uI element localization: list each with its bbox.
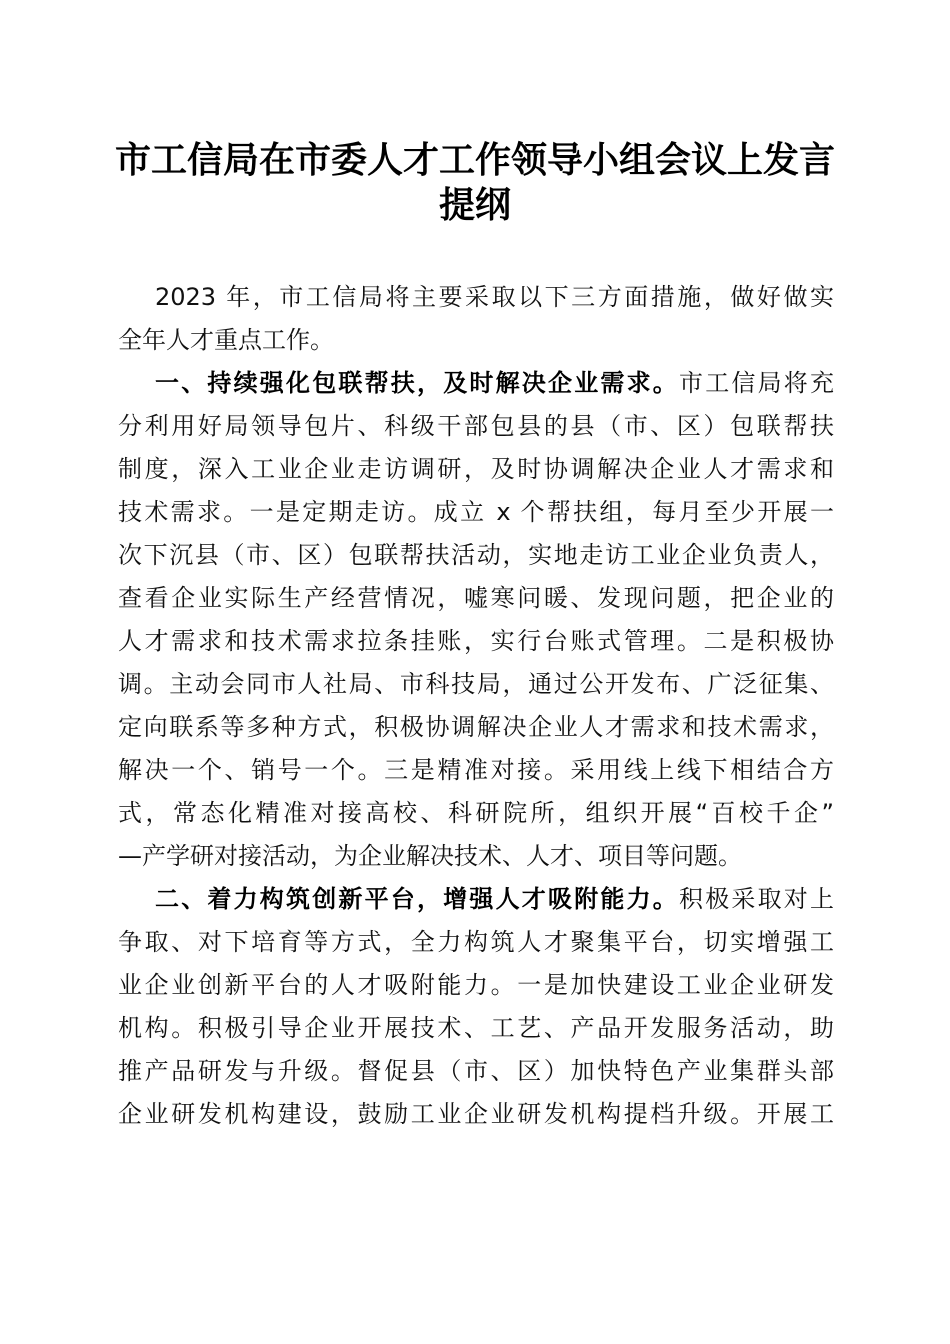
paragraph-line: —产学研对接活动，为企业解决技术、人才、项目等问题。 <box>118 842 742 870</box>
paragraph-line: 调。主动会同市人社局、市科技局，通过公开发布、广泛征集、 <box>118 670 834 698</box>
paragraph-section-2-first-line <box>155 884 834 914</box>
paragraph-text: 市工信局将充 <box>679 369 834 397</box>
paragraph-section-1-first-line <box>155 368 834 398</box>
paragraph-intro-line: 全年人才重点工作。 <box>118 326 334 354</box>
document-title-line-2: 提纲 <box>438 184 511 226</box>
paragraph-line: 技术需求。一是定期走访。成立 x 个帮扶组，每月至少开展一 <box>118 498 834 526</box>
paragraph-line: 推产品研发与升级。督促县（市、区）加快特色产业集群头部 <box>118 1057 834 1085</box>
paragraph-line: 解决一个、销号一个。三是精准对接。采用线上线下相结合方 <box>118 756 834 784</box>
paragraph-line: 次下沉县（市、区）包联帮扶活动，实地走访工业企业负责人， <box>118 541 834 569</box>
paragraph-line: 争取、对下培育等方式，全力构筑人才聚集平台，切实增强工 <box>118 928 834 956</box>
paragraph-line: 业企业创新平台的人才吸附能力。一是加快建设工业企业研发 <box>118 971 834 999</box>
paragraph-intro-line: 2023 年，市工信局将主要采取以下三方面措施，做好做实 <box>155 283 834 311</box>
paragraph-text: 积极采取对上 <box>679 885 834 913</box>
paragraph-line: 查看企业实际生产经营情况，嘘寒问暖、发现问题，把企业的 <box>118 584 834 612</box>
paragraph-line: 制度，深入工业企业走访调研，及时协调解决企业人才需求和 <box>118 455 834 483</box>
paragraph-line: 定向联系等多种方式，积极协调解决企业人才需求和技术需求， <box>118 713 834 741</box>
section-heading-2: 二、着力构筑创新平台，增强人才吸附能力。 <box>155 885 679 913</box>
paragraph-line: 式，常态化精准对接高校、科研院所，组织开展“百校千企” <box>118 799 834 827</box>
paragraph-line: 人才需求和技术需求拉条挂账，实行台账式管理。二是积极协 <box>118 627 834 655</box>
section-heading-1: 一、持续强化包联帮扶，及时解决企业需求。 <box>155 369 679 397</box>
paragraph-line: 分利用好局领导包片、科级干部包县的县（市、区）包联帮扶 <box>118 412 834 440</box>
document-title-line-1: 市工信局在市委人才工作领导小组会议上发言 <box>114 139 835 181</box>
paragraph-line: 企业研发机构建设，鼓励工业企业研发机构提档升级。开展工 <box>118 1100 834 1128</box>
paragraph-line: 机构。积极引导企业开展技术、工艺、产品开发服务活动，助 <box>118 1014 834 1042</box>
